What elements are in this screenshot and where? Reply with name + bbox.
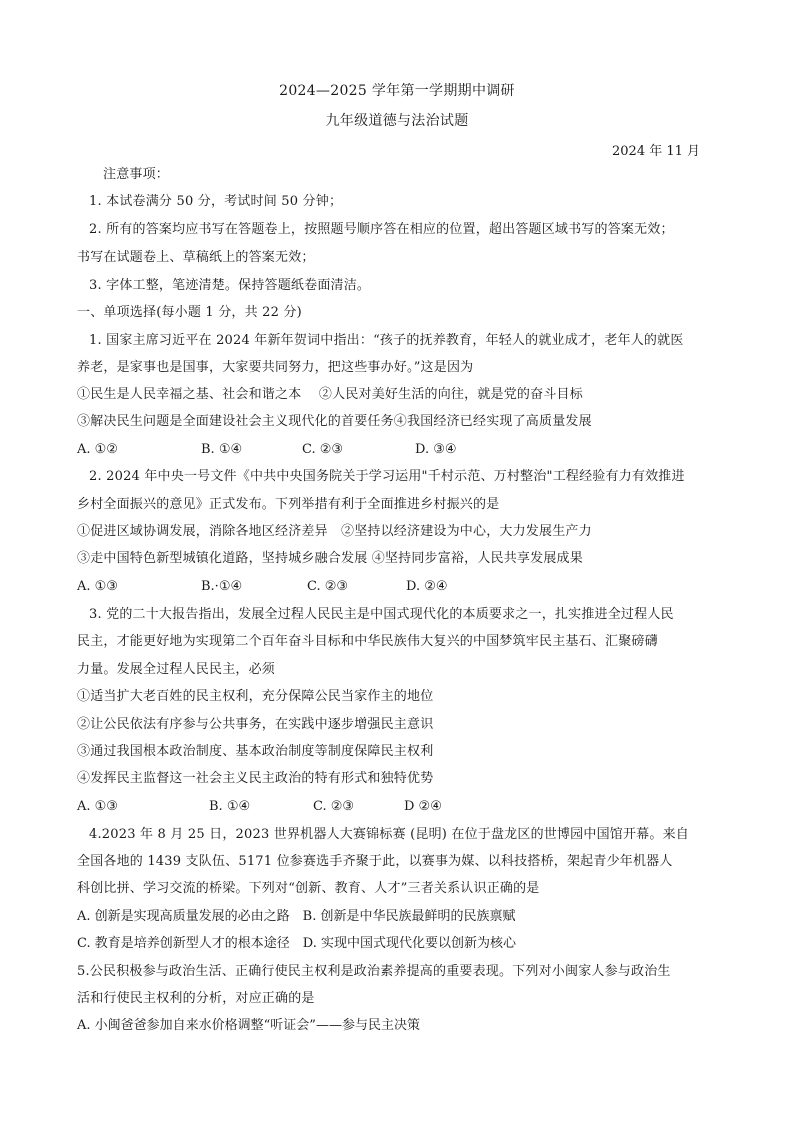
question-statement: ①民生是人民幸福之基、社会和谐之本 ②人民对美好生活的向往，就是党的奋斗目标 xyxy=(77,387,583,402)
option-b: B. ①④ xyxy=(201,442,243,457)
question-stem: 力量。发展全过程人民民主，必须 xyxy=(77,662,276,677)
question-statement: ②让公民依法有序参与公共事务，在实践中逐步增强民主意识 xyxy=(77,717,434,732)
option-a: A. ①② xyxy=(77,442,118,457)
section-heading: 一、单项选择(每小题 1 分，共 22 分) xyxy=(77,305,302,320)
option-c: C. ②③ xyxy=(302,442,344,457)
question-statement: ③通过我国根本政治制度、基本政治制度等制度保障民主权利 xyxy=(77,744,434,759)
option-d: D ②④ xyxy=(404,799,442,814)
notice-item: 书写在试题卷上、草稿纸上的答案无效； xyxy=(77,250,315,265)
notice-item: 3. 字体工整，笔迹清楚。保持答题纸卷面清洁。 xyxy=(89,278,371,293)
option-a: A. 小闽爸爸参加自来水价格调整“听证会”——参与民主决策 xyxy=(77,1018,420,1033)
notice-item: 1. 本试卷满分 50 分，考试时间 50 分钟； xyxy=(89,194,343,209)
question-statement: ①促进区域协调发展，消除各地区经济差异 ②坚持以经济建设为中心，大力发展生产力 xyxy=(77,524,592,539)
question-stem: 活和行使民主权利的分析，对应正确的是 xyxy=(77,991,315,1006)
option-c: C. ②③ xyxy=(307,579,349,594)
question-stem: 4.2023 年 8 月 25 日，2023 世界机器人大赛锦标赛 (昆明) 在位于盘龙区的世博园中国馆开幕。来自 xyxy=(89,827,689,842)
notice-item: 2. 所有的答案均应书写在答题卷上，按照题号顺序答在相应的位置，超出答题区域书写的答案无效； xyxy=(89,222,674,237)
option-d: D. ③④ xyxy=(415,442,457,457)
question-stem: 养老，是家事也是国事，大家要共同努力，把这些事办好。”这是因为 xyxy=(77,360,474,375)
question-statement: ①适当扩大老百姓的民主权利，充分保障公民当家作主的地位 xyxy=(77,689,434,704)
notice-heading: 注意事项： xyxy=(103,167,170,182)
option-a: A. ①③ xyxy=(77,579,118,594)
question-stem: 民主，才能更好地为实现第二个百年奋斗目标和中华民族伟大复兴的中国梦筑牢民主基石、汇聚磅礴 xyxy=(77,634,658,649)
question-statement: ③解决民生问题是全面建设社会主义现代化的首要任务④我国经济已经实现了高质量发展 xyxy=(77,414,592,429)
option-c: C. ②③ xyxy=(313,799,355,814)
option-d: D. ②④ xyxy=(406,579,448,594)
question-stem: 乡村全面振兴的意见》正式发布。下列举措有利于全面推进乡村振兴的是 xyxy=(77,497,500,512)
option-b: B.·①④ xyxy=(201,579,243,594)
question-stem: 3. 党的二十大报告指出，发展全过程人民民主是中国式现代化的本质要求之一，扎实推进全过程人民 xyxy=(89,607,674,622)
question-stem: 2. 2024 年中央一号文件《中共中央国务院关于学习运用"千村示范、万村整治"工程经验有力有效推进 xyxy=(89,469,685,484)
question-statement: ④发挥民主监督这一社会主义民主政治的特有形式和独特优势 xyxy=(77,771,434,786)
question-stem: 5.公民积极参与政治生活、正确行使民主权利是政治素养提高的重要表现。下列对小闽家人参与政治生 xyxy=(77,964,671,979)
option-row: A. 创新是实现高质量发展的必由之路 B. 创新是中华民族最鲜明的民族禀赋 xyxy=(77,909,516,924)
question-statement: ③走中国特色新型城镇化道路，坚持城乡融合发展 ④坚持同步富裕，人民共享发展成果 xyxy=(77,551,583,566)
exam-subtitle: 九年级道德与法治试题 xyxy=(325,113,469,129)
question-stem: 科创比拼、学习交流的桥梁。下列对“创新、教育、人才”三者关系认识正确的是 xyxy=(77,881,540,896)
question-stem: 全国各地的 1439 支队伍、5171 位参赛选手齐聚于此，以赛事为媒、以科技搭桥，架起青少年机器人 xyxy=(77,854,673,869)
option-b: B. ①④ xyxy=(209,799,251,814)
exam-title: 2024—2025 学年第一学期期中调研 xyxy=(279,83,515,99)
option-row: C. 教育是培养创新型人才的根本途径 D. 实现中国式现代化要以创新为核心 xyxy=(77,936,516,951)
question-stem: 1. 国家主席习近平在 2024 年新年贺词中指出：“孩子的抚养教育，年轻人的就业成才，老年人的就医 xyxy=(89,333,684,348)
option-a: A. ①③ xyxy=(77,799,118,814)
exam-date: 2024 年 11 月 xyxy=(612,144,701,159)
